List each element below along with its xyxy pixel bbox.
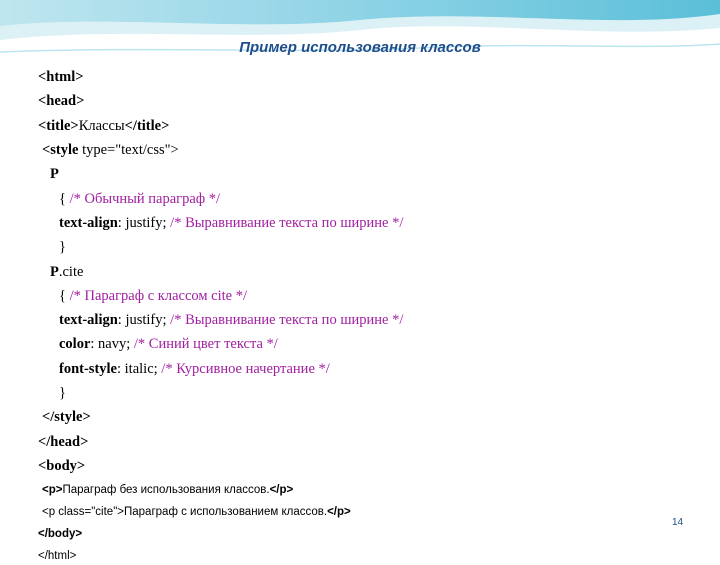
code-line-cite-font-style: [59, 360, 330, 378]
p-open-tag: <p>: [42, 484, 63, 496]
brace-open: {: [59, 191, 70, 207]
code-line-cite-brace-open: [59, 287, 247, 305]
code-line-cite-color: [59, 335, 278, 353]
code-line-body-close: </body>: [38, 528, 83, 540]
prop-comment: /* Выравнивание текста по ширине */: [170, 312, 404, 328]
prop-comment: /* Синий цвет текста */: [133, 336, 278, 352]
code-line-cite-brace-close: }: [59, 385, 66, 401]
code-line-p1: [42, 481, 293, 499]
brace-open: {: [59, 288, 70, 304]
style-open-attr: type="text/css">: [78, 142, 179, 158]
code-line-html-close: </html>: [38, 550, 77, 562]
code-line-p-brace-open: [59, 190, 220, 208]
title-text: Классы: [78, 118, 125, 134]
code-line-style-close: </style>: [42, 409, 91, 425]
code-line-p-brace-close: }: [59, 239, 66, 255]
p-open-tag: <p class="cite">: [42, 506, 124, 518]
prop-value: : justify;: [117, 312, 171, 328]
prop-name: text-align: [59, 312, 118, 328]
code-line-style-open: [42, 141, 179, 159]
selector-class: .cite: [58, 264, 84, 280]
p-text: Параграф без использования классов.: [62, 484, 270, 496]
code-line-selector-p-cite: [50, 263, 83, 281]
slide-title: Пример использования классов: [239, 39, 481, 56]
code-line-title: [38, 117, 169, 135]
code-line-selector-p: P: [50, 166, 59, 182]
code-line-html-open: <html>: [38, 69, 84, 85]
prop-name: text-align: [59, 215, 118, 231]
p-close-tag: </p>: [327, 506, 351, 518]
code-line-p-text-align: [59, 214, 403, 232]
prop-name: color: [59, 336, 91, 352]
comment-p: /* Обычный параграф */: [69, 191, 221, 207]
code-line-head-close: </head>: [38, 434, 89, 450]
page-number: 14: [672, 517, 684, 528]
prop-value: : italic;: [117, 361, 162, 377]
code-line-cite-text-align: [59, 311, 403, 329]
comment-cite: /* Параграф с классом cite */: [69, 288, 247, 304]
prop-name: font-style: [59, 361, 117, 377]
title-close-tag: </title>: [124, 118, 170, 134]
prop-comment: /* Курсивное начертание */: [161, 361, 330, 377]
p-close-tag: </p>: [269, 484, 294, 496]
prop-value: : navy;: [90, 336, 134, 352]
prop-value: : justify;: [117, 215, 171, 231]
title-open-tag: <title>: [38, 118, 79, 134]
code-line-body-open: <body>: [38, 458, 86, 474]
prop-comment: /* Выравнивание текста по ширине */: [170, 215, 404, 231]
code-line-p2: [42, 503, 351, 521]
selector-p: P: [50, 264, 59, 280]
p-text: Параграф с использованием классов.: [124, 506, 328, 518]
code-line-head-open: <head>: [38, 93, 85, 109]
style-open-tag: <style: [42, 142, 79, 158]
